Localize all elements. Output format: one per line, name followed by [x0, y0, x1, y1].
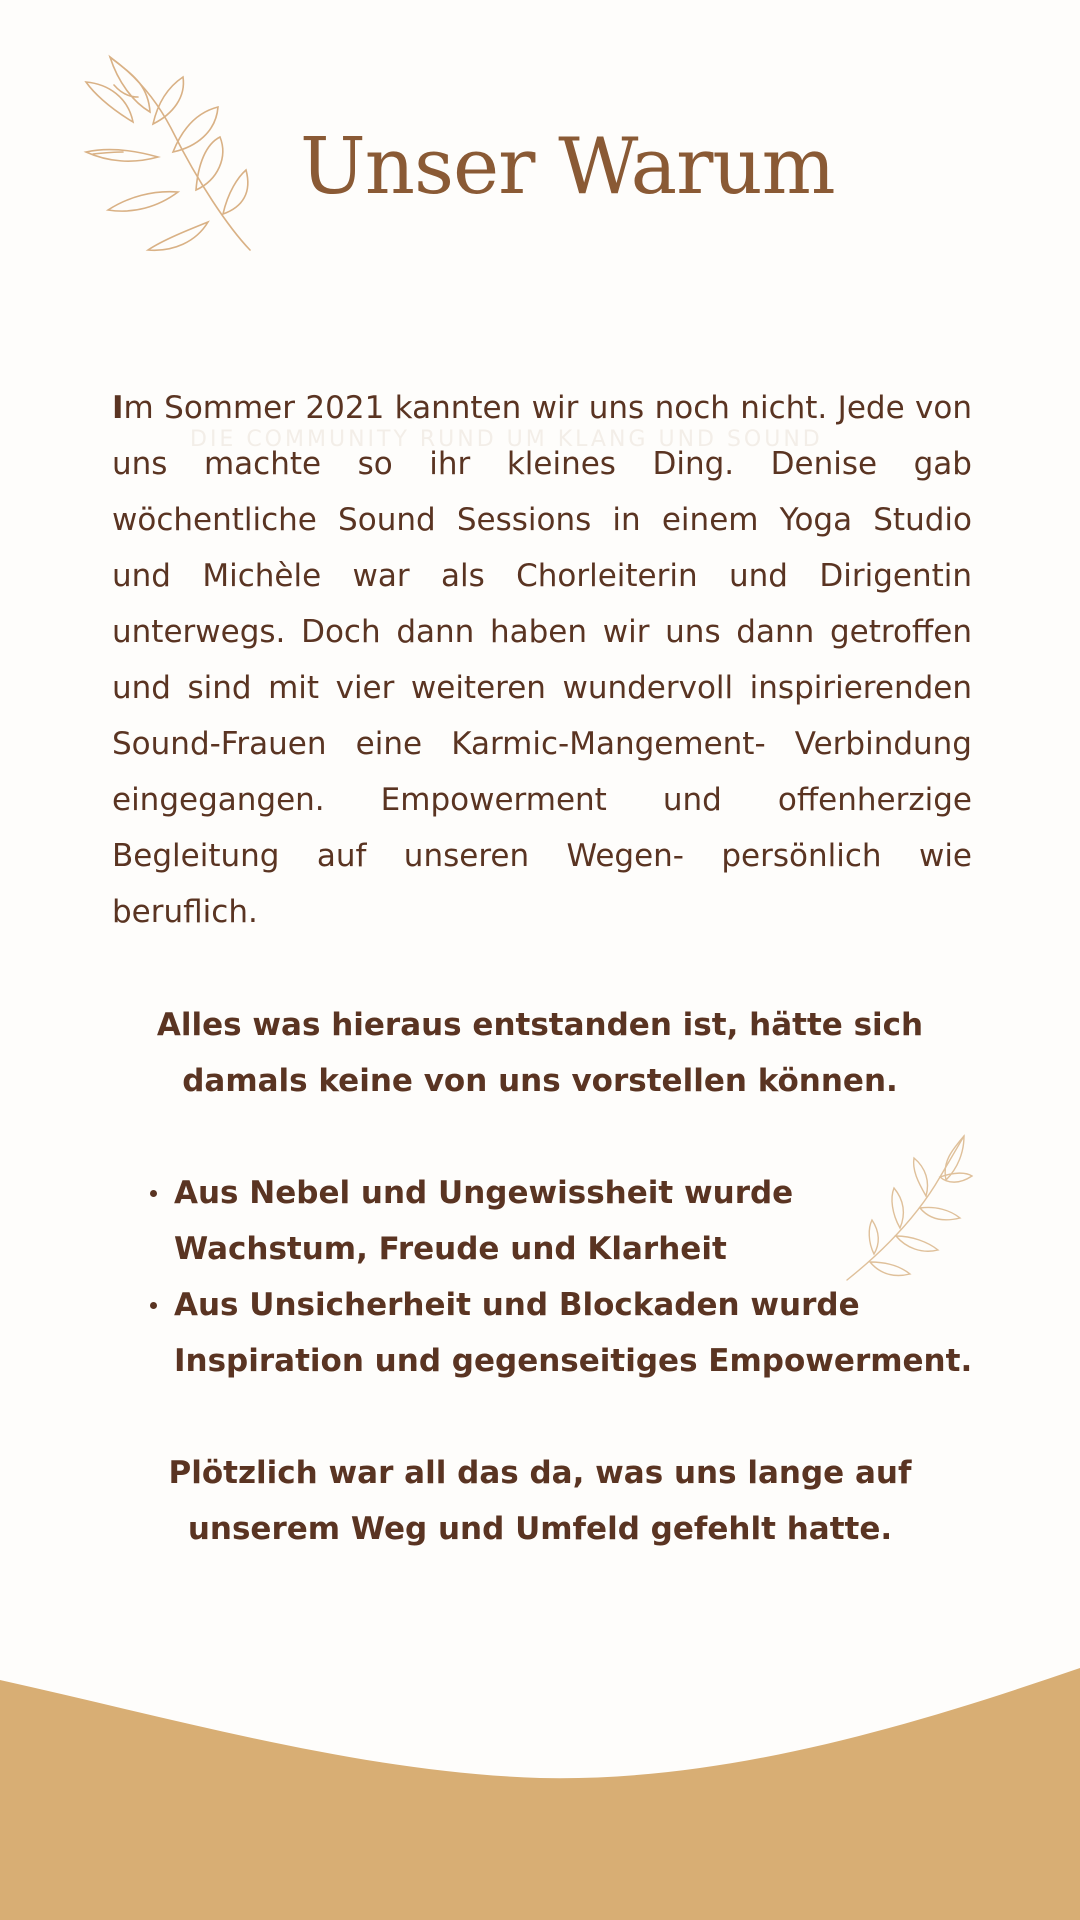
list-item: Aus Nebel und Ungewissheit wurde Wachstum, Freude und Klarheit	[140, 1165, 980, 1277]
list-item: Aus Unsicherheit und Blockaden wurde Inspiration und gegenseitiges Empowerment.	[140, 1277, 980, 1389]
leaf-branch-icon	[78, 52, 258, 257]
statement-text: Alles was hieraus entstanden ist, hätte sich damals keine von uns vorstellen können.	[156, 1007, 924, 1099]
intro-text: m Sommer 2021 kannten wir uns noch nicht. Jede von uns machte so ihr kleines Ding. Denise gab wöchentliche Sound Sessions in einem Yoga Studio und Michèle war als Chorleiterin und Dirigentin unterwegs. Doch dann haben wir uns dann getroffen und sind mit vier weiteren wundervoll inspirierenden Sound-Frauen eine Karmic-Mangement- Verbindung eingegangen. Empowerment und offenherzige Begleitung auf unseren Wegen- persönlich wie beruflich.	[112, 390, 972, 930]
closing-text: Plötzlich war all das da, was uns lange auf unserem Weg und Umfeld gefehlt hatte.	[168, 1455, 912, 1547]
watermark-text: DIE COMMUNITY RUND UM KLANG UND SOUND	[190, 427, 823, 452]
dropcap: I	[112, 390, 124, 426]
page-title: Unser Warum	[300, 122, 835, 212]
footer-wave	[0, 1660, 1080, 1920]
leaf-branch-icon	[842, 1132, 974, 1284]
intro-paragraph	[112, 380, 972, 940]
